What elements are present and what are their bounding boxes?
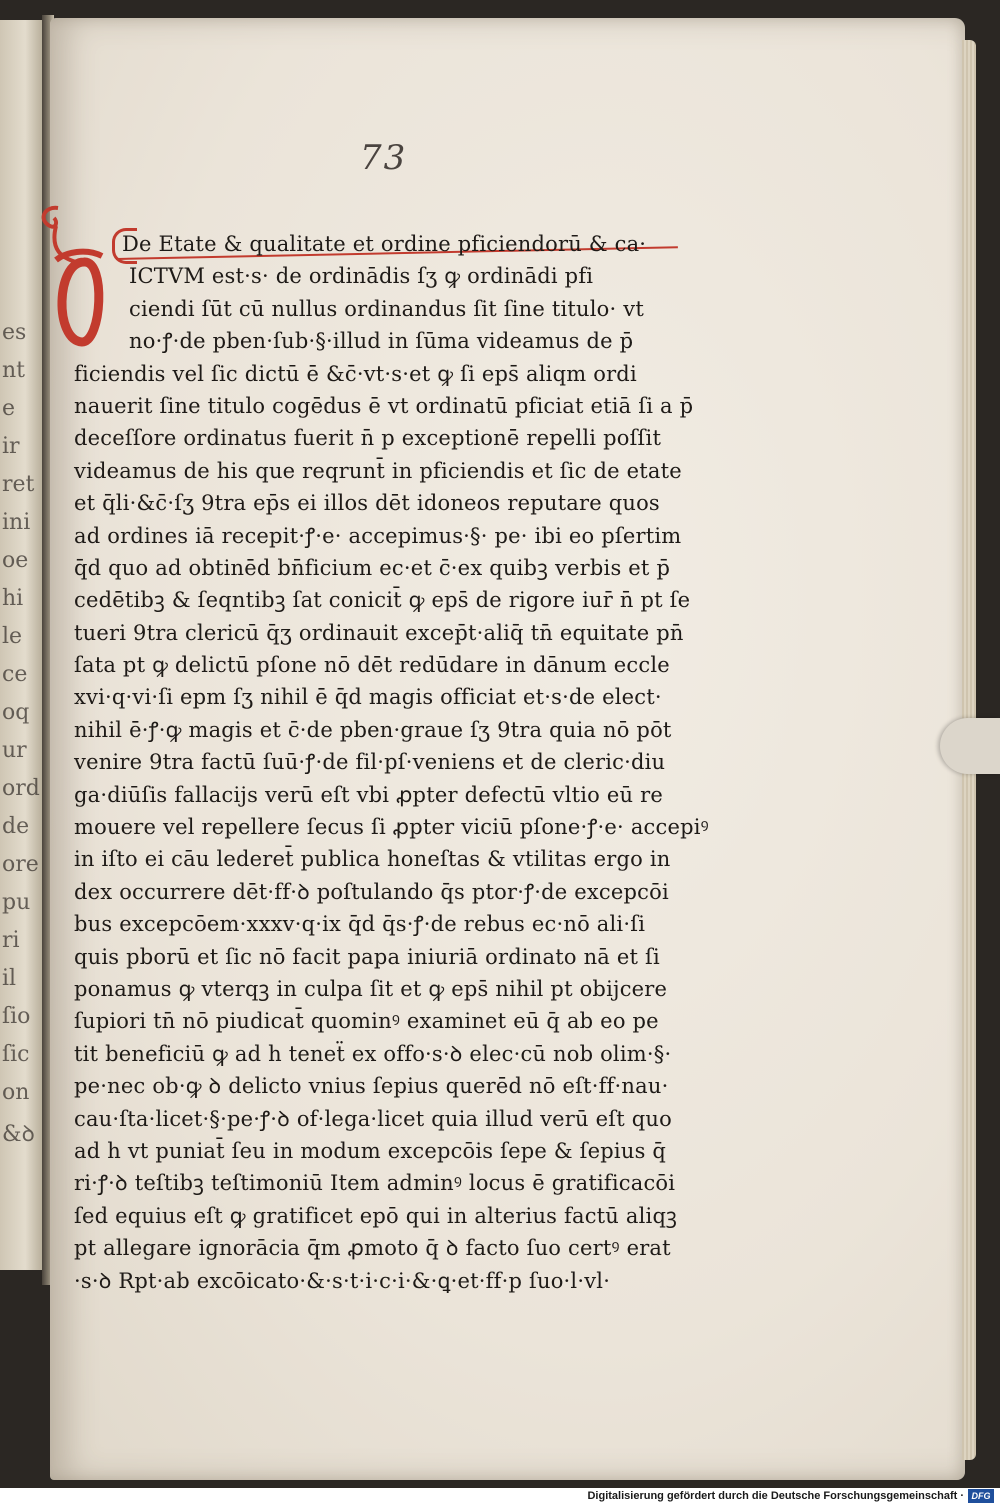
text-line: quis pborū et ſic nō facit papa iniuriā ordinato nā et ſi [74, 944, 660, 969]
facing-page-fragment: on [2, 1080, 30, 1105]
page-clip-tab [940, 718, 1000, 774]
text-line: ſupiori tn̄ nō piudicat̄ quominꝰ examinet eū q̄ ab eo pe [74, 1009, 659, 1034]
facing-page-fragment: hi [2, 586, 24, 611]
facing-page-fragment: ret [2, 472, 35, 497]
text-line: in iſto ei cāu lederet̄ publica honeſtas & vtilitas ergo in [74, 847, 671, 872]
text-line: videamus de his que reqrunt̄ in pficiendis et ſic de etate [74, 458, 682, 483]
text-line: deceſſore ordinatus fuerit n̄ p exceptionē repelli poſſit [74, 426, 662, 451]
text-line: ficiendis vel ſic dictū ē &c̄·vt·s·et ꝙ ſi eps̄ aliqm ordi [74, 361, 637, 386]
dfg-logo: DFG [968, 1489, 994, 1503]
section-heading: De Etate & qualitate et ordine pficiendorū & ca· [122, 232, 647, 256]
facing-page-fragment: ſio [2, 1004, 31, 1029]
facing-page-fragment: de [2, 814, 30, 839]
text-line: ciendi ſūt cū nullus ordinandus ſit ſine titulo· vt [129, 296, 644, 321]
facing-page-fragment: &ꝺ [2, 1122, 35, 1147]
text-line: ga·diūſis fallacijs verū eſt vbi ꝓpter defectū vltio eū re [74, 782, 663, 807]
facing-page-fragment: e [2, 396, 16, 421]
text-line: cedētibꝫ & ſeqntibꝫ ſat conicit̄ ꝙ eps̄ de rigore iur̄ n̄ pt ſe [74, 588, 691, 613]
initial-flourish [44, 208, 58, 227]
text-line: pt allegare ignorācia q̄m ꝓmoto q̄ ꝺ facto ſuo certꝰ erat [74, 1236, 671, 1261]
facing-page-fragment: ur [2, 738, 27, 763]
text-line: xvi·q·vi·ſi epm ſʒ nihil ē q̄d magis officiat et·s·de elect· [74, 685, 662, 710]
text-line: ſed equius eſt ꝙ gratificet epō qui in alterius factū aliqꝫ [74, 1203, 678, 1228]
facing-page-fragment: nt [2, 358, 26, 383]
text-line: ICTVM est·s· de ordinādis ſʒ ꝙ ordinādi pfi [129, 264, 594, 289]
text-line: venire 9tra factū ſuū·ꝭ·de fil·pſ·veniens et de cleric·diu [74, 750, 666, 775]
facing-page-fragment: ri [2, 928, 20, 953]
main-text-column [74, 228, 709, 1297]
text-line: nauerit ſine titulo cogēdus ē vt ordinatū pficiat etiā ſi a p̄ [74, 393, 694, 418]
facing-page-fragment: es [2, 320, 27, 345]
text-line: ſata pt ꝙ delictū pſone nō dēt redūdare in dānum eccle [74, 653, 670, 678]
text-line: tit beneficiū ꝙ ad h teneẗ ex offo·s·ꝺ elec·cū nob olim·§· [74, 1041, 672, 1066]
text-line: ·s·ꝺ Rpt·ab excōicato·&·s·t·i·c·i·&·ꝗ·et·ff·p ſuo·l·vl· [74, 1268, 611, 1293]
folio-number: 73 [360, 138, 408, 178]
facing-page-fragment: le [2, 624, 23, 649]
text-line: dex occurrere dēt·ff·ꝺ poſtulando q̄s ptor·ꝭ·de excepcōi [74, 879, 669, 904]
text-line: pe·nec ob·ꝙ ꝺ delicto vnius ſepius querēd nō eſt·ff·nau· [74, 1074, 669, 1099]
footer-credit: Digitalisierung gefördert durch die Deutsche Forschungsgemeinschaft · [587, 1490, 964, 1502]
facing-page-fragment: ir [2, 434, 20, 459]
text-line: q̄d quo ad obtinēd bn̄ficium ec·et c̄·ex quibꝫ verbis et p̄ [74, 555, 671, 580]
text-line: nihil ē·ꝭ·ꝙ magis et c̄·de pben·graue ſʒ 9tra quia nō pōt [74, 717, 672, 742]
facing-page-fragment: ce [2, 662, 28, 687]
text-line: bus excepcōem·xxxv·q·ix q̄d q̄s·ꝭ·de rebus ec·nō ali·ſi [74, 912, 646, 937]
facing-page-fragment: ord [2, 776, 40, 801]
facing-page-fragment: oq [2, 700, 30, 725]
facing-page-fragment: il [2, 966, 17, 991]
text-line: mouere vel repellere ſecus ſi ꝓpter viciū pſone·ꝭ·e· accepiꝰ [74, 815, 709, 840]
text-line: ri·ꝭ·ꝺ teſtibꝫ teſtimoniū Item adminꝰ locus ē gratificacōi [74, 1171, 676, 1196]
text-line: no·ꝭ·de pben·ſub·§·illud in ſūma videamus de p̄ [129, 329, 634, 354]
facing-page-fragment: pu [2, 890, 31, 915]
text-line: cau·ſta·licet·§·pe·ꝭ·ꝺ of·lega·licet quia illud verū eſt quo [74, 1106, 672, 1131]
text-line: ad ordines iā recepit·ꝭ·e· accepimus·§· pe· ibi eo pſertim [74, 523, 682, 548]
text-line: ad h vt puniat̄ ſeu in modum excepcōis ſepe & ſepius q̄ [74, 1138, 667, 1163]
text-line: ponamus ꝙ vterqꝫ in culpa ſit et ꝙ eps̄ nihil pt obijcere [74, 976, 668, 1001]
facing-page-fragment: ore [2, 852, 39, 877]
facing-page-fragment: ſic [2, 1042, 30, 1067]
text-line: et q̄li·&c̄·ſʒ 9tra ep̄s ei illos dēt idoneos reputare quos [74, 491, 660, 516]
facing-page-fragment: oe [2, 548, 29, 573]
facing-page-fragment: ini [2, 510, 31, 535]
text-line: tueri 9tra clericū q̄ʒ ordinauit excep̄t·aliq̄ tn̄ equitate pn̄ [74, 620, 684, 645]
